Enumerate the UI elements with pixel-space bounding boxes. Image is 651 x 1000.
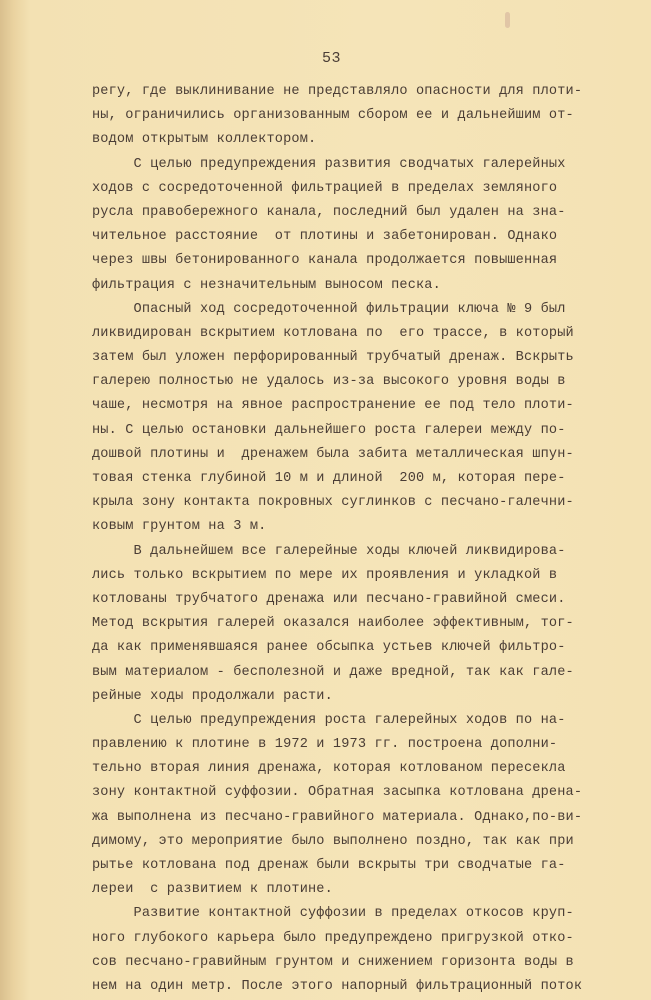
text-line: дошвой плотины и дренажем была забита металлическая шпун- bbox=[92, 446, 574, 462]
paper-stain bbox=[505, 12, 510, 28]
text-line: ны, ограничились организованным сбором ее и дальнейшим от- bbox=[92, 108, 574, 124]
text-line: ковым грунтом на 3 м. bbox=[92, 519, 267, 535]
text-line: ного глубокого карьера было предупреждено пригрузкой отко- bbox=[92, 930, 574, 946]
text-line: рейные ходы продолжали расти. bbox=[92, 688, 333, 704]
text-line: да как применявшаяся ранее обсыпка устьев ключей фильтро- bbox=[92, 640, 566, 656]
text-line: зону контактной суффозии. Обратная засыпка котлована дрена- bbox=[92, 785, 583, 801]
text-line: С целью предупреждения развития сводчатых галерейных bbox=[92, 156, 566, 172]
text-line: русла правобережного канала, последний был удален на зна- bbox=[92, 204, 566, 220]
text-line: нем на один метр. После этого напорный фильтрационный поток bbox=[92, 978, 583, 994]
text-line: рытье котлована под дренаж были вскрыты три сводчатые га- bbox=[92, 858, 566, 873]
text-line: димому, это мероприятие было выполнено поздно, так как при bbox=[92, 833, 574, 849]
text-line: товая стенка глубиной 10 м и длиной 200 м, которая пере- bbox=[92, 471, 566, 486]
text-line: затем был уложен перфорированный трубчатый дренаж. Вскрыть bbox=[92, 350, 574, 366]
text-line: лереи с развитием к плотине. bbox=[92, 882, 333, 898]
text-line: С целью предупреждения роста галерейных ходов по на- bbox=[92, 712, 566, 728]
text-line: через швы бетонированного канала продолжается повышенная bbox=[92, 253, 558, 269]
text-line: правлению к плотине в 1972 и 1973 гг. построена дополни- bbox=[92, 737, 558, 753]
text-line: ликвидирован вскрытием котлована по его трассе, в который bbox=[92, 325, 574, 341]
text-line: регу, где выклинивание не представляло опасности для плоти- bbox=[92, 84, 583, 99]
text-line: тельно вторая линия дренажа, которая котлованом пересекла bbox=[92, 761, 566, 777]
text-line: Метод вскрытия галерей оказался наиболее эффективным, тог- bbox=[92, 616, 574, 632]
text-line: вым материалом - бесполезной и даже вредной, так как гале- bbox=[92, 664, 574, 680]
text-line: лись только вскрытием по мере их проявления и укладкой в bbox=[92, 567, 558, 583]
text-line: сов песчано-гравийным грунтом и снижением горизонта воды в bbox=[92, 954, 574, 970]
text-line: крыла зону контакта покровных суглинков с песчано-галечни- bbox=[92, 495, 574, 511]
page-number: 53 bbox=[322, 50, 342, 67]
text-line: жа выполнена из песчано-гравийного материала. Однако,по-ви- bbox=[92, 809, 583, 825]
text-line: галерею полностью не удалось из-за высокого уровня воды в bbox=[92, 374, 566, 390]
body-text bbox=[92, 80, 592, 999]
text-line: чительное расстояние от плотины и забетонирован. Однако bbox=[92, 229, 558, 245]
text-line: Развитие контактной суффозии в пределах откосов круп- bbox=[92, 906, 574, 922]
text-line: В дальнейшем все галерейные ходы ключей ликвидирова- bbox=[92, 543, 566, 559]
text-line: котлованы трубчатого дренажа или песчано-гравийной смеси. bbox=[92, 591, 566, 607]
text-line: ны. С целью остановки дальнейшего роста галереи между по- bbox=[92, 422, 566, 438]
text-line: фильтрация с незначительным выносом песка. bbox=[92, 277, 441, 293]
text-line: водом открытым коллектором. bbox=[92, 132, 317, 148]
text-line: ходов с сосредоточенной фильтрацией в пределах земляного bbox=[92, 180, 558, 196]
text-line: Опасный ход сосредоточенной фильтрации ключа № 9 был bbox=[92, 301, 566, 317]
text-line: чаше, несмотря на явное распространение ее под тело плоти- bbox=[92, 398, 574, 414]
